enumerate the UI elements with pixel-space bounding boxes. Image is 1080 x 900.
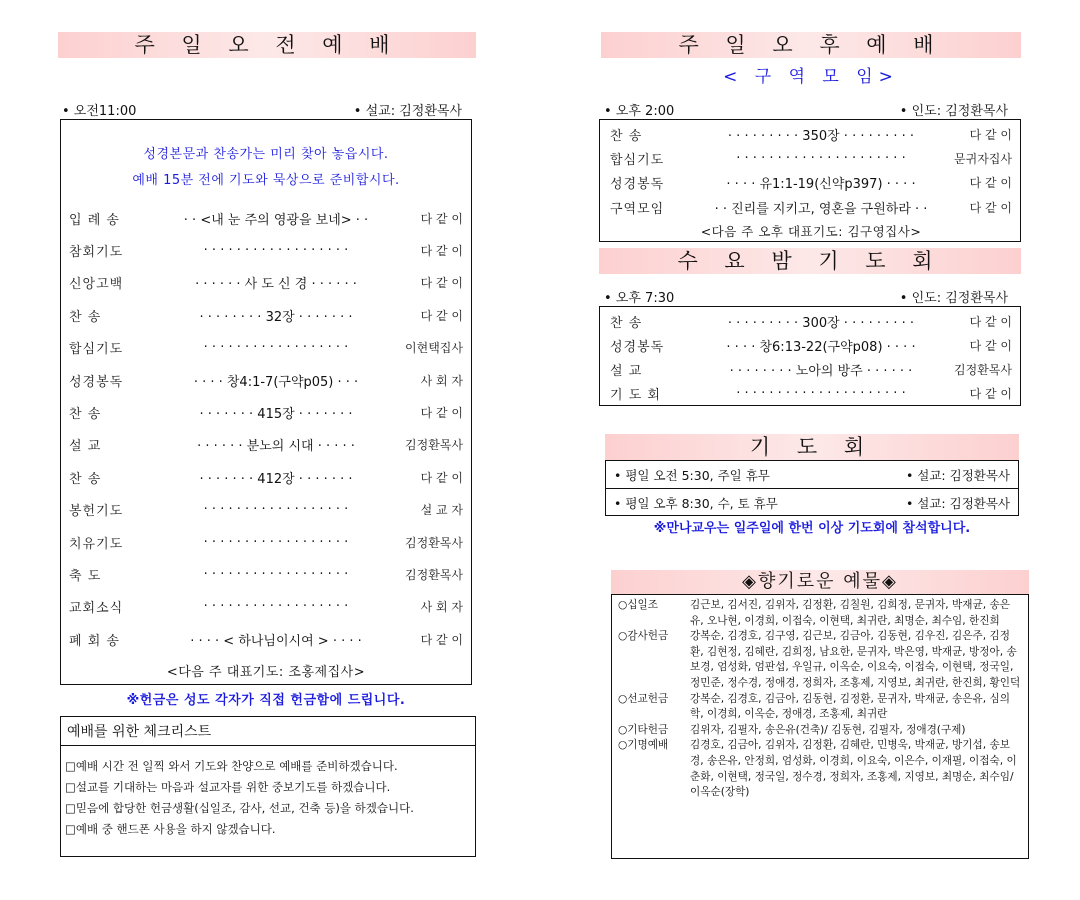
- order-item-content: · · · · · · 사 도 신 경 · · · · · ·: [195, 277, 357, 293]
- order-row: [610, 357, 1012, 381]
- offering-category: ○감사헌금: [618, 630, 669, 643]
- order-item-name: 기 도 회: [610, 387, 661, 403]
- wednesday-leader: • 인도: 김정환목사: [899, 291, 1008, 306]
- checklist-item: □설교를 기대하는 마음과 설교자를 위한 중보기도를 하겠습니다.: [65, 780, 391, 794]
- order-item-name: 찬 송: [610, 128, 643, 144]
- checklist-item: □예배 시간 전 일찍 와서 기도와 찬양으로 예배를 준비하겠습니다.: [65, 759, 398, 773]
- order-item-name: 설 교: [610, 363, 643, 379]
- offering-note: ※헌금은 성도 각자가 직접 헌금함에 드립니다.: [126, 693, 406, 708]
- offerings-title: ◈향기로운 예물◈: [611, 570, 1029, 594]
- prayer-meeting-title: 기 도 회: [605, 434, 1019, 460]
- order-item-content: · · · · · · · · 노아의 방주 · · · · · ·: [729, 363, 913, 379]
- morning-time: • 오전11:00: [62, 104, 137, 119]
- morning-meta: [62, 100, 462, 119]
- order-item-person: 김정환목사: [954, 362, 1012, 377]
- order-item-person: 다 같 이: [969, 314, 1012, 329]
- order-item-person: 다 같 이: [969, 176, 1012, 191]
- order-item-person: 다 같 이: [420, 406, 463, 421]
- order-item-person: 다 같 이: [420, 470, 463, 485]
- morning-notice-1: 성경본문과 찬송가는 미리 찾아 놓읍시다.: [143, 147, 389, 162]
- offering-names: 강복순, 김경호, 김금아, 김동현, 김정환, 문귀자, 박재균, 송은유, 심의학, 이경희, 이옥순, 정애경, 조홍제, 최귀란: [690, 692, 1010, 721]
- prayer-meeting-note: ※만나교우는 일주일에 한번 이상 기도회에 참석합니다.: [653, 521, 971, 536]
- order-item-name: 합심기도: [610, 153, 665, 169]
- order-row: [69, 202, 463, 234]
- order-item-person: 김정환목사: [405, 567, 463, 582]
- order-item-content: · · · · · · · · 32장 · · · · · · ·: [199, 309, 353, 325]
- order-item-content: · · · · 창4:1-7(구약p05) · · ·: [193, 374, 359, 390]
- afternoon-leader: • 인도: 김정환목사: [899, 104, 1008, 119]
- order-item-person: 문귀자집사: [954, 152, 1012, 167]
- order-item-name: 찬 송: [610, 315, 643, 331]
- order-item-content: · · · · 유1:1-19(신약p397) · · · ·: [726, 177, 916, 193]
- wednesday-order-box: [599, 306, 1021, 406]
- order-item-person: 설 교 자: [420, 503, 463, 518]
- order-row: [69, 429, 463, 461]
- order-item-person: 다 같 이: [420, 308, 463, 323]
- afternoon-time: • 오후 2:00: [604, 104, 675, 119]
- order-item-content: · · · · < 하나님이시여 > · · · ·: [190, 633, 362, 649]
- order-item-name: 성경봉독: [610, 339, 665, 355]
- prayer-meeting-row-1: [606, 461, 1018, 489]
- order-item-content: · · · · · · 분노의 시대 · · · · ·: [197, 439, 355, 455]
- order-item-content: · · · · · · · · · · · · · · · · · ·: [203, 534, 349, 550]
- offering-category: ○기타헌금: [618, 723, 669, 736]
- order-row: [69, 461, 463, 493]
- afternoon-subtitle: < 구 역 모 임>: [723, 67, 899, 87]
- order-item-content: · · · · · · · · · · · · · · · · · · · · ·: [736, 385, 906, 401]
- prayer-meeting-box: [605, 460, 1019, 516]
- order-item-name: 합심기도: [69, 342, 124, 358]
- order-row: [69, 364, 463, 396]
- offering-row: [614, 723, 1022, 739]
- order-item-person: 이현택집사: [405, 341, 463, 356]
- prayer-meeting-row-2: [606, 489, 1018, 516]
- order-row: [69, 494, 463, 526]
- order-row: [610, 171, 1012, 195]
- wednesday-prayer-title: 수 요 밤 기 도 회: [599, 248, 1021, 274]
- order-row: [69, 396, 463, 428]
- afternoon-next-prayer: <다음 주 오후 대표기도: 김구영집사>: [700, 223, 922, 239]
- order-item-content: · · · · · · · 412장 · · · · · · ·: [199, 471, 353, 487]
- order-row: [69, 526, 463, 558]
- order-item-person: 사 회 자: [420, 373, 463, 388]
- prayer-preacher-morning: • 설교: 김정환목사: [905, 467, 1010, 483]
- order-item-name: 교회소식: [69, 601, 124, 617]
- order-item-name: 찬 송: [69, 471, 102, 487]
- afternoon-meta: [604, 100, 1008, 119]
- order-item-name: 성경봉독: [610, 177, 665, 193]
- checklist-items: [61, 746, 475, 840]
- order-row: [69, 299, 463, 331]
- prayer-schedule-evening: • 평일 오후 8:30, 수, 토 휴무: [614, 495, 778, 511]
- offering-category: ○십일조: [618, 599, 658, 611]
- morning-service-title: 주 일 오 전 예 배: [58, 32, 476, 58]
- checklist-title: 예배를 위한 체크리스트: [61, 717, 475, 746]
- order-row: [610, 309, 1012, 333]
- offerings-box: [611, 594, 1029, 859]
- order-item-name: 찬 송: [69, 309, 102, 325]
- order-item-person: 다 같 이: [969, 386, 1012, 401]
- order-item-person: 사 회 자: [420, 600, 463, 615]
- checklist-item: □예배 중 핸드폰 사용을 하지 않겠습니다.: [65, 822, 276, 836]
- prayer-preacher-evening: • 설교: 김정환목사: [905, 495, 1010, 511]
- morning-rows: [69, 202, 463, 655]
- order-item-name: 성경봉독: [69, 374, 124, 390]
- order-item-person: 다 같 이: [969, 200, 1012, 215]
- order-row: [69, 332, 463, 364]
- order-item-content: · · · · · · · · · · · · · · · · · · · · ·: [736, 151, 906, 167]
- offering-row: [614, 692, 1022, 723]
- morning-preacher: • 설교: 김정환목사: [353, 104, 462, 119]
- order-row: [69, 234, 463, 266]
- order-item-name: 찬 송: [69, 407, 102, 423]
- order-item-name: 신앙고백: [69, 277, 124, 293]
- afternoon-order-box: [599, 119, 1021, 242]
- order-item-person: 김정환목사: [405, 535, 463, 550]
- order-item-content: · · · · · · · · · · · · · · · · · ·: [203, 566, 349, 582]
- order-item-name: 참회기도: [69, 245, 124, 261]
- order-item-name: 설 교: [69, 439, 102, 455]
- afternoon-service-title: 주 일 오 후 예 배: [601, 32, 1021, 58]
- offering-row: [614, 629, 1022, 691]
- morning-next-prayer: <다음 주 대표기도: 조홍제집사>: [166, 665, 366, 681]
- order-item-content: · · · · · · · · · · · · · · · · · ·: [203, 599, 349, 615]
- morning-order-box: [60, 119, 472, 685]
- order-item-content: · · · · · · · · · 350장 · · · · · · · · ·: [727, 128, 915, 144]
- order-row: [69, 267, 463, 299]
- order-item-person: 다 같 이: [420, 244, 463, 259]
- offering-category: ○선교헌금: [618, 692, 669, 705]
- offering-names: 강복순, 김경호, 김구영, 김근보, 김금아, 김동현, 김우진, 김은주, 김정환, 김현정, 김혜란, 김희정, 남요한, 문귀자, 박은영, 박재균, 방정아, 송보경, 엄성화, 엄판섭, 우일규, 이옥순, 이요숙, 이접숙, 이현택, 정국일, 정민준, 정수경, 정애경, 정희자, 조홍제, 지영보, 최귀란, 한진희, 황인덕: [690, 630, 1021, 689]
- order-item-person: 다 같 이: [420, 276, 463, 291]
- offering-row: [614, 598, 1022, 629]
- offering-names: 김근보, 김서진, 김위자, 김정환, 김칠원, 김희정, 문귀자, 박재균, 송은유, 오나현, 이경희, 이접숙, 이현택, 최귀란, 최명순, 최수임, 한진희: [690, 599, 1010, 627]
- order-item-content: · · <내 눈 주의 영광을 보네> · ·: [183, 212, 369, 228]
- order-item-name: 봉헌기도: [69, 504, 124, 520]
- order-item-content: · · · · · · · · · · · · · · · · · ·: [203, 243, 349, 259]
- offering-names: 김위자, 김필자, 송은유(건축)/ 김동현, 김필자, 정애경(구제): [690, 723, 966, 736]
- wednesday-meta: [604, 287, 1008, 306]
- order-item-content: · · · · · · · 415장 · · · · · · ·: [199, 407, 353, 423]
- order-item-person: 다 같 이: [969, 127, 1012, 142]
- order-item-person: 다 같 이: [420, 632, 463, 647]
- order-item-name: 축 도: [69, 568, 102, 584]
- offering-names: 김경호, 김금아, 김위자, 김정환, 김혜란, 민병욱, 박재균, 방기섭, 송보경, 송은유, 안정희, 엄성화, 이경희, 이요숙, 이은수, 이재필, 이접숙, 이춘화, 이현택, 정국일, 정수경, 정희자, 조홍제, 지영보, 최명순, 최수임/ 이옥순(장학): [690, 739, 1017, 799]
- order-item-content: · · · · · · · · · · · · · · · · · ·: [203, 340, 349, 356]
- offering-category: ○기명예배: [618, 739, 669, 752]
- order-row: [610, 195, 1012, 219]
- order-row: [610, 146, 1012, 170]
- offering-row: [614, 738, 1022, 800]
- checklist-item: □믿음에 합당한 헌금생활(십일조, 감사, 선교, 건축 등)을 하겠습니다.: [65, 801, 414, 815]
- order-item-person: 김정환목사: [405, 438, 463, 453]
- order-row: [610, 333, 1012, 357]
- order-item-name: 입 례 송: [69, 212, 120, 228]
- order-item-name: 구역모임: [610, 201, 665, 217]
- order-item-content: · · · · · · · · · · · · · · · · · ·: [203, 502, 349, 518]
- order-item-content: · · · · 창6:13-22(구약p08) · · · ·: [726, 339, 916, 355]
- order-item-content: · · 진리를 지키고, 영혼을 구원하라 · ·: [714, 201, 928, 217]
- wednesday-time: • 오후 7:30: [604, 291, 675, 306]
- worship-checklist: [60, 716, 476, 857]
- order-row: [610, 381, 1012, 405]
- order-item-person: 다 같 이: [420, 211, 463, 226]
- order-item-person: 다 같 이: [969, 338, 1012, 353]
- prayer-schedule-morning: • 평일 오전 5:30, 주일 휴무: [614, 467, 770, 483]
- order-row: [69, 558, 463, 590]
- morning-notice-2: 예배 15분 전에 기도와 묵상으로 준비합시다.: [132, 173, 400, 188]
- order-item-name: 치유기도: [69, 536, 124, 552]
- order-item-name: 폐 회 송: [69, 633, 120, 649]
- order-row: [610, 122, 1012, 146]
- order-row: [69, 623, 463, 655]
- order-row: [69, 591, 463, 623]
- order-item-content: · · · · · · · · · 300장 · · · · · · · · ·: [727, 315, 915, 331]
